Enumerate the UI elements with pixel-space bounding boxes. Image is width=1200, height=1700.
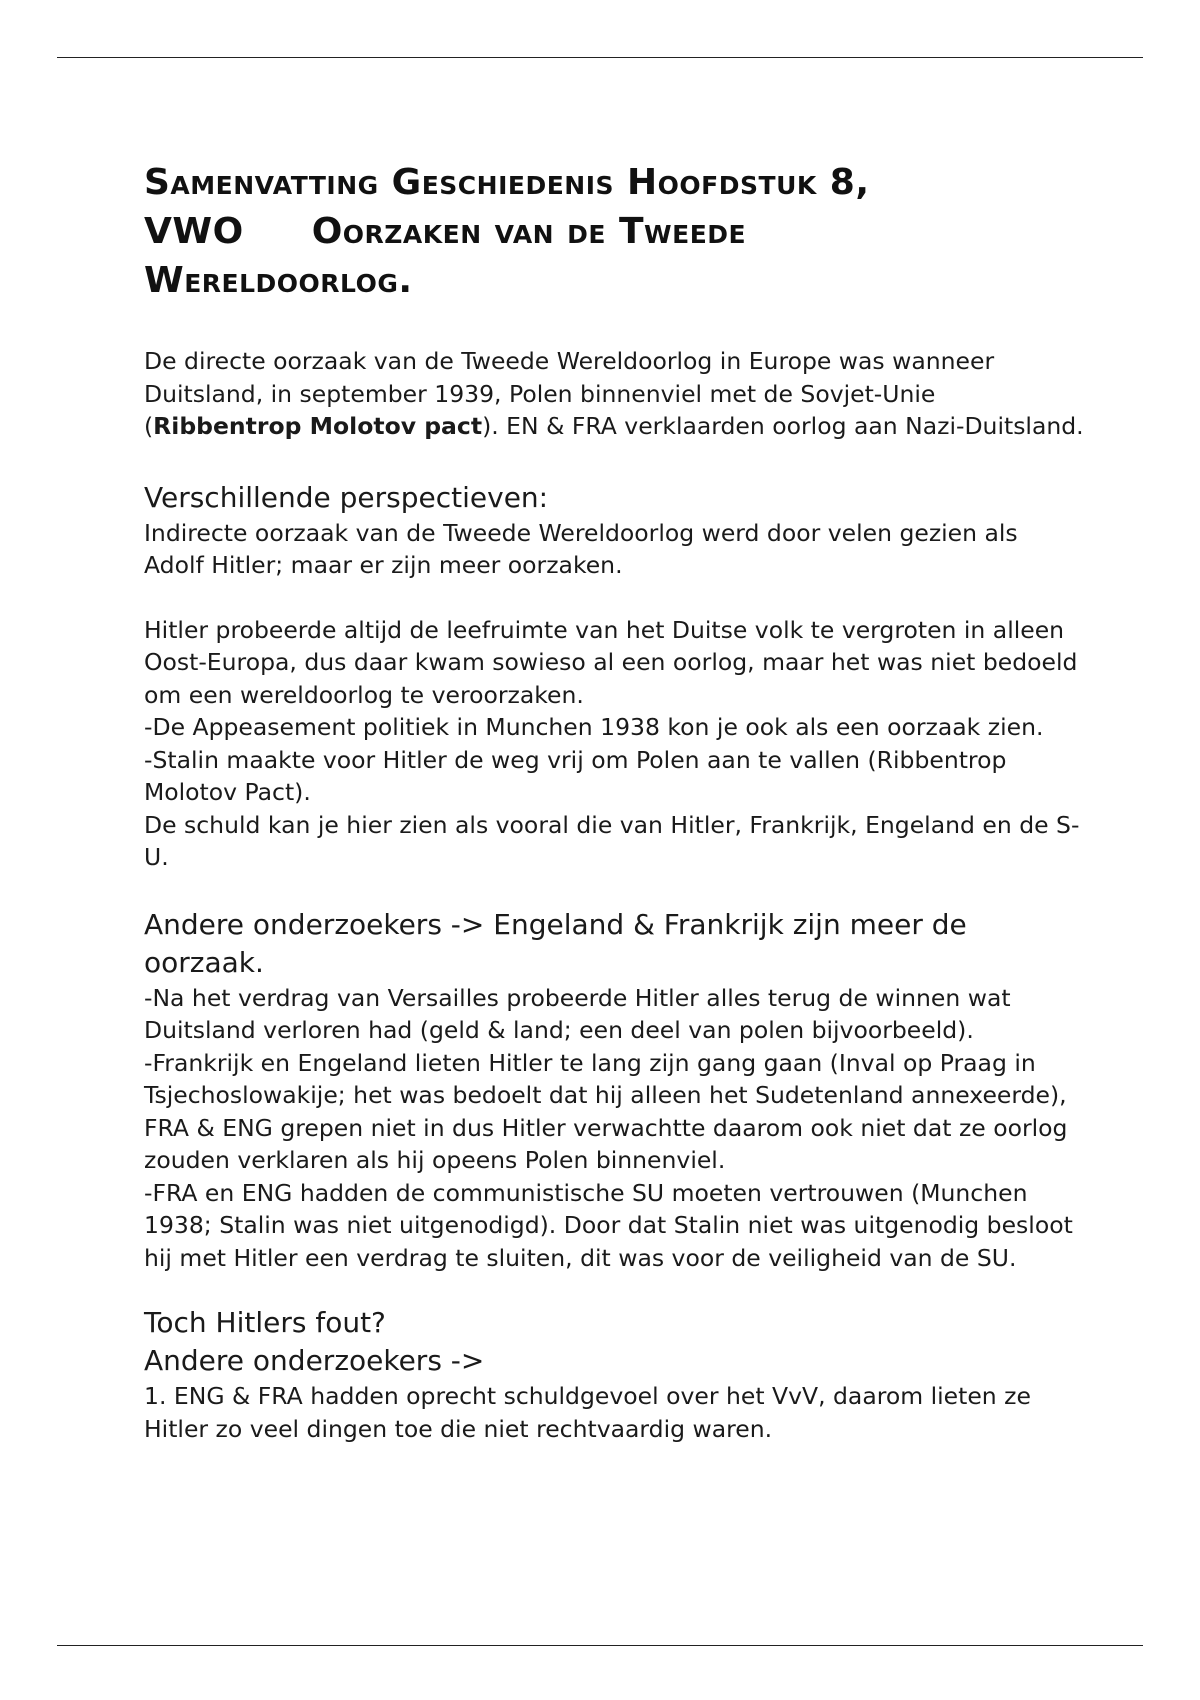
paragraph: -Na het verdrag van Versailles probeerde Hitler alles terug de winnen wat Duitsland verloren had (geld & land; een deel van polen bijvoorbeeld). (144, 983, 1011, 1044)
paragraph: Hitler probeerde altijd de leefruimte van het Duitse volk te vergroten in alleen Oost-Europa, dus daar kwam sowieso al een oorlog, maar het was niet bedoeld om een wereldoorlog te veroorzaken. (144, 615, 1078, 709)
paragraph: -Stalin maakte voor Hitler de weg vrij om Polen aan te vallen (Ribbentrop Molotov Pact). (144, 745, 1007, 806)
title-line-2b: Oorzaken van de Tweede (311, 211, 747, 252)
intro-bold-term: Ribbentrop Molotov pact (153, 412, 483, 440)
title-line-3: Wereldoorlog. (144, 260, 413, 301)
intro-text-1: De directe oorzaak van de Tweede Wereldoorlog in Europe was wanneer Duitsland, in september 1939, Polen binnenviel met de Sovjet-Unie ( (144, 347, 995, 440)
paragraph: -Frankrijk en Engeland lieten Hitler te lang zijn gang gaan (Inval op Praag in Tsjechoslowakije; het was bedoelt dat hij alleen het Sudetenland annexeerde), FRA & ENG grepen niet in dus Hitler verwachtte daarom ook niet dat ze oorlog zouden verklaren als hij opeens Polen binnenviel. (144, 1048, 1068, 1174)
document-body (144, 158, 1084, 1445)
bottom-rule (57, 1645, 1143, 1646)
section-heading: Andere onderzoekers -> Engeland & Frankrijk zijn meer de oorzaak. (144, 907, 967, 979)
top-rule (57, 57, 1143, 58)
intro-text-2: ). EN & FRA verklaarden oorlog aan Nazi-Duitsland. (482, 412, 1084, 440)
section-other-researchers (144, 906, 1084, 1275)
section-hitler-fault (144, 1304, 1084, 1445)
section-heading: Verschillende perspectieven: (144, 480, 549, 514)
section-perspectives (144, 479, 1084, 874)
paragraph: -FRA en ENG hadden de communistische SU moeten vertrouwen (Munchen 1938; Stalin was niet uitgenodigd). Door dat Stalin niet was uitgenodig besloot hij met Hitler een verdrag te sluiten, dit was voor de veiligheid van de SU. (144, 1178, 1073, 1272)
document-title (144, 158, 1084, 305)
title-line-1: Samenvatting Geschiedenis Hoofdstuk 8, (144, 162, 870, 203)
paragraph: Indirecte oorzaak van de Tweede Wereldoorlog werd door velen gezien als Adolf Hitler; maar er zijn meer oorzaken. (144, 518, 1018, 579)
intro-paragraph (144, 345, 1084, 443)
section-subheading: Andere onderzoekers -> (144, 1344, 485, 1377)
section-heading: Toch Hitlers fout? (144, 1306, 386, 1339)
paragraph: 1. ENG & FRA hadden oprecht schuldgevoel over het VvV, daarom lieten ze Hitler zo veel dingen toe die niet rechtvaardig waren. (144, 1382, 1031, 1443)
paragraph: -De Appeasement politiek in Munchen 1938 kon je ook als een oorzaak zien. (144, 713, 1044, 741)
title-line-2a: VWO (144, 211, 244, 252)
paragraph: De schuld kan je hier zien als vooral die van Hitler, Frankrijk, Engeland en de S-U. (144, 810, 1080, 871)
